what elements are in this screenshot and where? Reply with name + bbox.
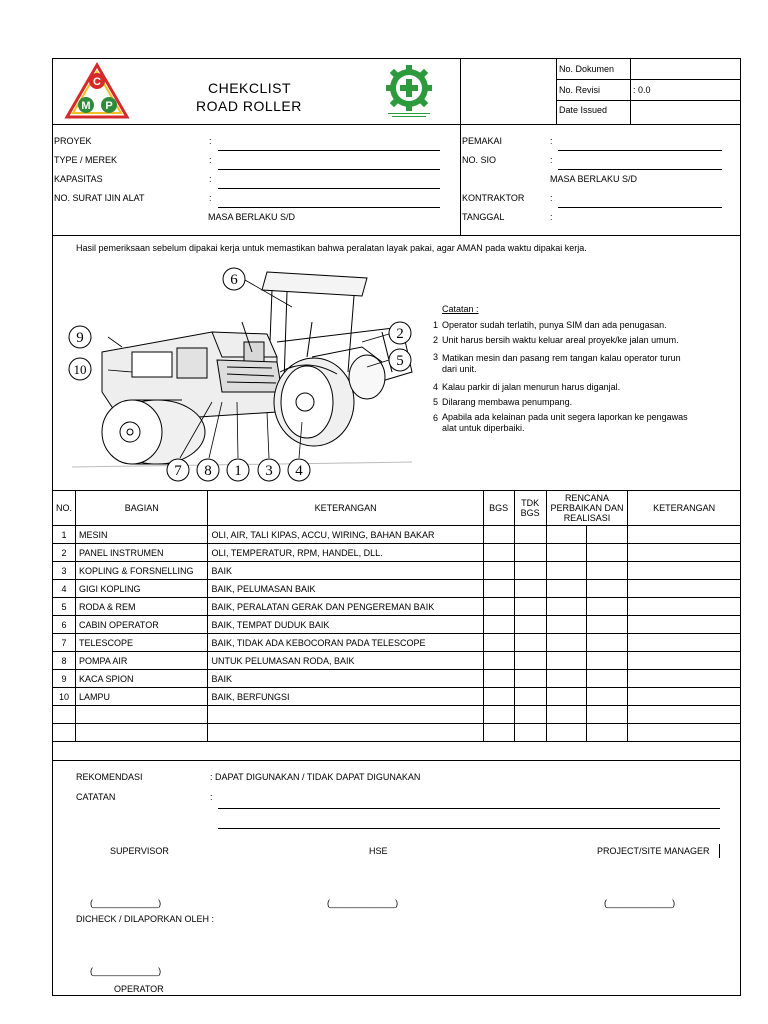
row-keterangan: UNTUK PELUMASAN RODA, BAIK [208,652,483,670]
row-realisasi-cell[interactable] [587,526,628,544]
proyek-label: PROYEK [54,136,92,146]
catatan-heading: Catatan : [442,304,479,314]
row-no: 2 [53,544,76,562]
surat-ijin-colon: : [209,193,212,203]
row-keterangan2-cell[interactable] [628,526,741,544]
row-keterangan2-cell[interactable] [628,670,741,688]
checklist-table [52,490,741,742]
table-row [53,580,741,598]
row-realisasi-cell[interactable] [587,670,628,688]
row-rencana-cell[interactable] [546,724,587,742]
row-keterangan2-cell[interactable] [628,544,741,562]
kontraktor-label: KONTRAKTOR [462,193,525,203]
header-bgs: BGS [483,491,514,526]
kapasitas-field[interactable] [218,188,440,189]
row-keterangan2-cell[interactable] [628,652,741,670]
hse-signature[interactable]: (_____________) [327,898,399,908]
form-title-line1: CHEKCLIST [208,80,292,96]
header-tdk-bgs [514,491,546,526]
row-bgs-cell[interactable] [483,598,514,616]
row-bagian: TELESCOPE [76,634,208,652]
info-bottom-line [52,235,741,236]
row-bagian: PANEL INSTRUMEN [76,544,208,562]
catatan-num-4: 4 [433,382,439,392]
table-row [53,526,741,544]
header-rencana [546,491,628,526]
doc-number-label: No. Dokumen [559,64,615,74]
row-realisasi-cell[interactable] [587,652,628,670]
no-sio-label: NO. SIO [462,155,497,165]
revision-label: No. Revisi [559,85,601,95]
header-bagian: BAGIAN [76,491,208,526]
row-bagian: GIGI KOPLING [76,580,208,598]
row-keterangan2-cell[interactable] [628,598,741,616]
kapasitas-colon: : [209,174,212,184]
row-keterangan2-cell[interactable] [628,562,741,580]
pm-signature[interactable]: (_____________) [604,898,676,908]
row-keterangan: BAIK, BERFUNGSI [208,688,483,706]
row-keterangan2-cell[interactable] [628,580,741,598]
revision-value: : 0.0 [633,85,651,95]
row-keterangan: BAIK, TEMPAT DUDUK BAIK [208,616,483,634]
catatan-num-5: 5 [433,397,439,407]
table-row [53,598,741,616]
row-rencana-cell[interactable] [546,544,587,562]
row-bgs-cell[interactable] [483,688,514,706]
no-sio-field[interactable] [558,169,722,170]
row-no [53,724,76,742]
dicheck-label: DICHECK / DILAPORKAN OLEH : [76,914,215,924]
diagram-label-7: 7 [174,463,182,479]
row-tdk-bgs-cell[interactable] [514,544,546,562]
row-no: 8 [53,652,76,670]
row-rencana-cell[interactable] [546,598,587,616]
table-header-row [53,491,741,526]
diagram-label-9: 9 [76,330,84,346]
row-rencana-cell[interactable] [546,634,587,652]
row-bagian: KACA SPION [76,670,208,688]
catatan-line-2[interactable] [218,828,720,829]
row-keterangan2-cell[interactable] [628,634,741,652]
row-rencana-cell[interactable] [546,688,587,706]
tanggal-label: TANGGAL [462,212,505,222]
doc-info-row-line-1 [556,79,741,80]
operator-label: OPERATOR [114,984,164,994]
row-keterangan2-cell[interactable] [628,688,741,706]
proyek-colon: : [209,136,212,146]
kontraktor-colon: : [550,193,553,203]
intro-text: Hasil pemeriksaan sebelum dipakai kerja untuk memastikan bahwa peralatan layak pakai, agar AMAN pada waktu dipakai kerja. [76,243,587,253]
row-bgs-cell[interactable] [483,724,514,742]
diagram-label-2: 2 [396,326,404,342]
diagram-label-5: 5 [396,353,404,369]
row-bgs-cell[interactable] [483,670,514,688]
kontraktor-field[interactable] [558,207,722,208]
row-keterangan2-cell[interactable] [628,724,741,742]
table-row [53,652,741,670]
kapasitas-label: KAPASITAS [54,174,103,184]
catatan-num-3: 3 [433,352,439,362]
catatan-text-1: Operator sudah terlatih, punya SIM dan ada penugasan. [442,320,667,330]
hse-label: HSE [369,846,388,856]
header-tdk-bgs-2: BGS [520,508,540,518]
diagram-label-4: 4 [295,463,303,479]
row-tdk-bgs-cell[interactable] [514,652,546,670]
row-bagian: KOPLING & FORSNELLING [76,562,208,580]
row-tdk-bgs-cell[interactable] [514,706,546,724]
catatan-footer-label: CATATAN [76,792,116,802]
row-realisasi-cell[interactable] [587,544,628,562]
catatan-text-5: Dilarang membawa penumpang. [442,397,573,407]
row-realisasi-cell[interactable] [587,724,628,742]
project-manager-label: PROJECT/SITE MANAGER [597,846,710,856]
row-bagian [76,724,208,742]
catatan-num-2: 2 [433,335,439,345]
masa-berlaku-right: MASA BERLAKU S/D [550,174,638,184]
row-bagian: POMPA AIR [76,652,208,670]
logo-letter-p: P [105,100,113,112]
row-bgs-cell[interactable] [483,562,514,580]
diagram-label-3: 3 [265,463,273,479]
row-keterangan: OLI, AIR, TALI KIPAS, ACCU, WIRING, BAHAN BAKAR [208,526,483,544]
header-tdk: TDK [521,498,540,508]
row-tdk-bgs-cell[interactable] [514,688,546,706]
row-bgs-cell[interactable] [483,526,514,544]
diagram-label-10: 10 [73,362,87,377]
row-realisasi-cell[interactable] [587,562,628,580]
supervisor-signature[interactable]: (_____________) [90,898,162,908]
row-rencana-cell[interactable] [546,616,587,634]
row-tdk-bgs-cell[interactable] [514,670,546,688]
row-realisasi-cell[interactable] [587,580,628,598]
pm-marker-line [719,844,720,858]
catatan-text-6: Apabila ada kelainan pada unit segera laporkan ke pengawas [442,412,688,422]
rekomendasi-value[interactable]: : DAPAT DIGUNAKAN / TIDAK DAPAT DIGUNAKAN [210,772,421,782]
table-row [53,562,741,580]
row-realisasi-cell[interactable] [587,598,628,616]
row-rencana-cell[interactable] [546,670,587,688]
row-no [53,706,76,724]
road-roller-diagram [62,262,424,484]
k3-safety-gear-icon [382,64,436,118]
row-tdk-bgs-cell[interactable] [514,526,546,544]
row-bgs-cell[interactable] [483,544,514,562]
masa-berlaku-left: MASA BERLAKU S/D [208,212,296,222]
row-keterangan: BAIK [208,670,483,688]
row-keterangan: BAIK [208,562,483,580]
header-keterangan-2: KETERANGAN [628,491,741,526]
header-divider [460,58,461,125]
row-bagian: RODA & REM [76,598,208,616]
cmp-logo [64,62,130,120]
header-rencana-3: REALISASI [563,513,611,523]
row-bagian: LAMPU [76,688,208,706]
diagram-label-8: 8 [204,463,212,479]
row-keterangan [208,706,483,724]
form-title-line2: ROAD ROLLER [196,98,302,114]
row-no: 5 [53,598,76,616]
rekomendasi-label: REKOMENDASI [76,772,143,782]
header-rencana-1: RENCANA [564,493,609,503]
row-no: 4 [53,580,76,598]
row-keterangan: OLI, TEMPERATUR, RPM, HANDEL, DLL. [208,544,483,562]
row-no: 6 [53,616,76,634]
table-row [53,616,741,634]
pemakai-field[interactable] [558,150,722,151]
doc-info-divider-1 [556,58,557,125]
catatan-text-3b: dari unit. [442,364,477,374]
row-rencana-cell[interactable] [546,706,587,724]
diagram-label-6: 6 [230,272,238,288]
row-keterangan: BAIK, TIDAK ADA KEBOCORAN PADA TELESCOPE [208,634,483,652]
row-no: 10 [53,688,76,706]
row-keterangan2-cell[interactable] [628,616,741,634]
row-bgs-cell[interactable] [483,616,514,634]
row-bgs-cell[interactable] [483,652,514,670]
proyek-field[interactable] [218,150,440,151]
date-issued-label: Date Issued [559,105,608,115]
row-rencana-cell[interactable] [546,562,587,580]
table-row [53,688,741,706]
row-no: 3 [53,562,76,580]
row-keterangan [208,724,483,742]
catatan-num-1: 1 [433,320,439,330]
row-tdk-bgs-cell[interactable] [514,562,546,580]
tanggal-colon: : [550,212,553,222]
logo-letter-c: C [93,76,101,88]
row-bagian: MESIN [76,526,208,544]
pemakai-colon: : [550,136,553,146]
surat-ijin-label: NO. SURAT IJIN ALAT [54,193,145,203]
row-bgs-cell[interactable] [483,580,514,598]
row-tdk-bgs-cell[interactable] [514,634,546,652]
operator-signature[interactable]: (_____________) [90,966,162,976]
info-divider [460,124,461,235]
logo-letter-m: M [81,100,91,112]
row-realisasi-cell[interactable] [587,688,628,706]
row-rencana-cell[interactable] [546,652,587,670]
table-row [53,634,741,652]
type-merek-colon: : [209,155,212,165]
footer-top-line [52,760,741,761]
doc-info-row-line-2 [556,100,741,101]
table-row [53,544,741,562]
row-tdk-bgs-cell[interactable] [514,724,546,742]
header-no: NO. [53,491,76,526]
row-rencana-cell[interactable] [546,580,587,598]
row-bgs-cell[interactable] [483,634,514,652]
row-tdk-bgs-cell[interactable] [514,616,546,634]
surat-ijin-field[interactable] [218,207,440,208]
catatan-text-2: Unit harus bersih waktu keluar areal proyek/ke jalan umum. [442,335,679,345]
row-keterangan: BAIK, PERALATAN GERAK DAN PENGEREMAN BAIK [208,598,483,616]
table-row [53,724,741,742]
catatan-num-6: 6 [433,413,439,423]
type-merek-field[interactable] [218,169,440,170]
row-tdk-bgs-cell[interactable] [514,598,546,616]
header-rencana-2: PERBAIKAN DAN [550,503,624,513]
type-merek-label: TYPE / MEREK [54,155,118,165]
no-sio-colon: : [550,155,553,165]
row-realisasi-cell[interactable] [587,706,628,724]
row-bagian: CABIN OPERATOR [76,616,208,634]
catatan-text-4: Kalau parkir di jalan menurun harus diganjal. [442,382,621,392]
row-tdk-bgs-cell[interactable] [514,580,546,598]
row-bagian [76,706,208,724]
header-keterangan: KETERANGAN [208,491,483,526]
row-no: 9 [53,670,76,688]
supervisor-label: SUPERVISOR [110,846,169,856]
row-keterangan: BAIK, PELUMASAN BAIK [208,580,483,598]
row-realisasi-cell[interactable] [587,616,628,634]
row-realisasi-cell[interactable] [587,634,628,652]
table-row [53,706,741,724]
header-bottom-line [52,124,741,125]
catatan-footer-colon: : [210,792,213,802]
pemakai-label: PEMAKAI [462,136,503,146]
row-keterangan2-cell[interactable] [628,706,741,724]
row-no: 7 [53,634,76,652]
doc-info-divider-2 [630,58,631,125]
catatan-line-1[interactable] [218,808,720,809]
row-rencana-cell[interactable] [546,526,587,544]
catatan-text-6b: alat untuk diperbaiki. [442,423,525,433]
row-no: 1 [53,526,76,544]
table-row [53,670,741,688]
diagram-label-1: 1 [234,463,242,479]
catatan-text-3: Matikan mesin dan pasang rem tangan kalau operator turun [442,353,681,363]
row-bgs-cell[interactable] [483,706,514,724]
